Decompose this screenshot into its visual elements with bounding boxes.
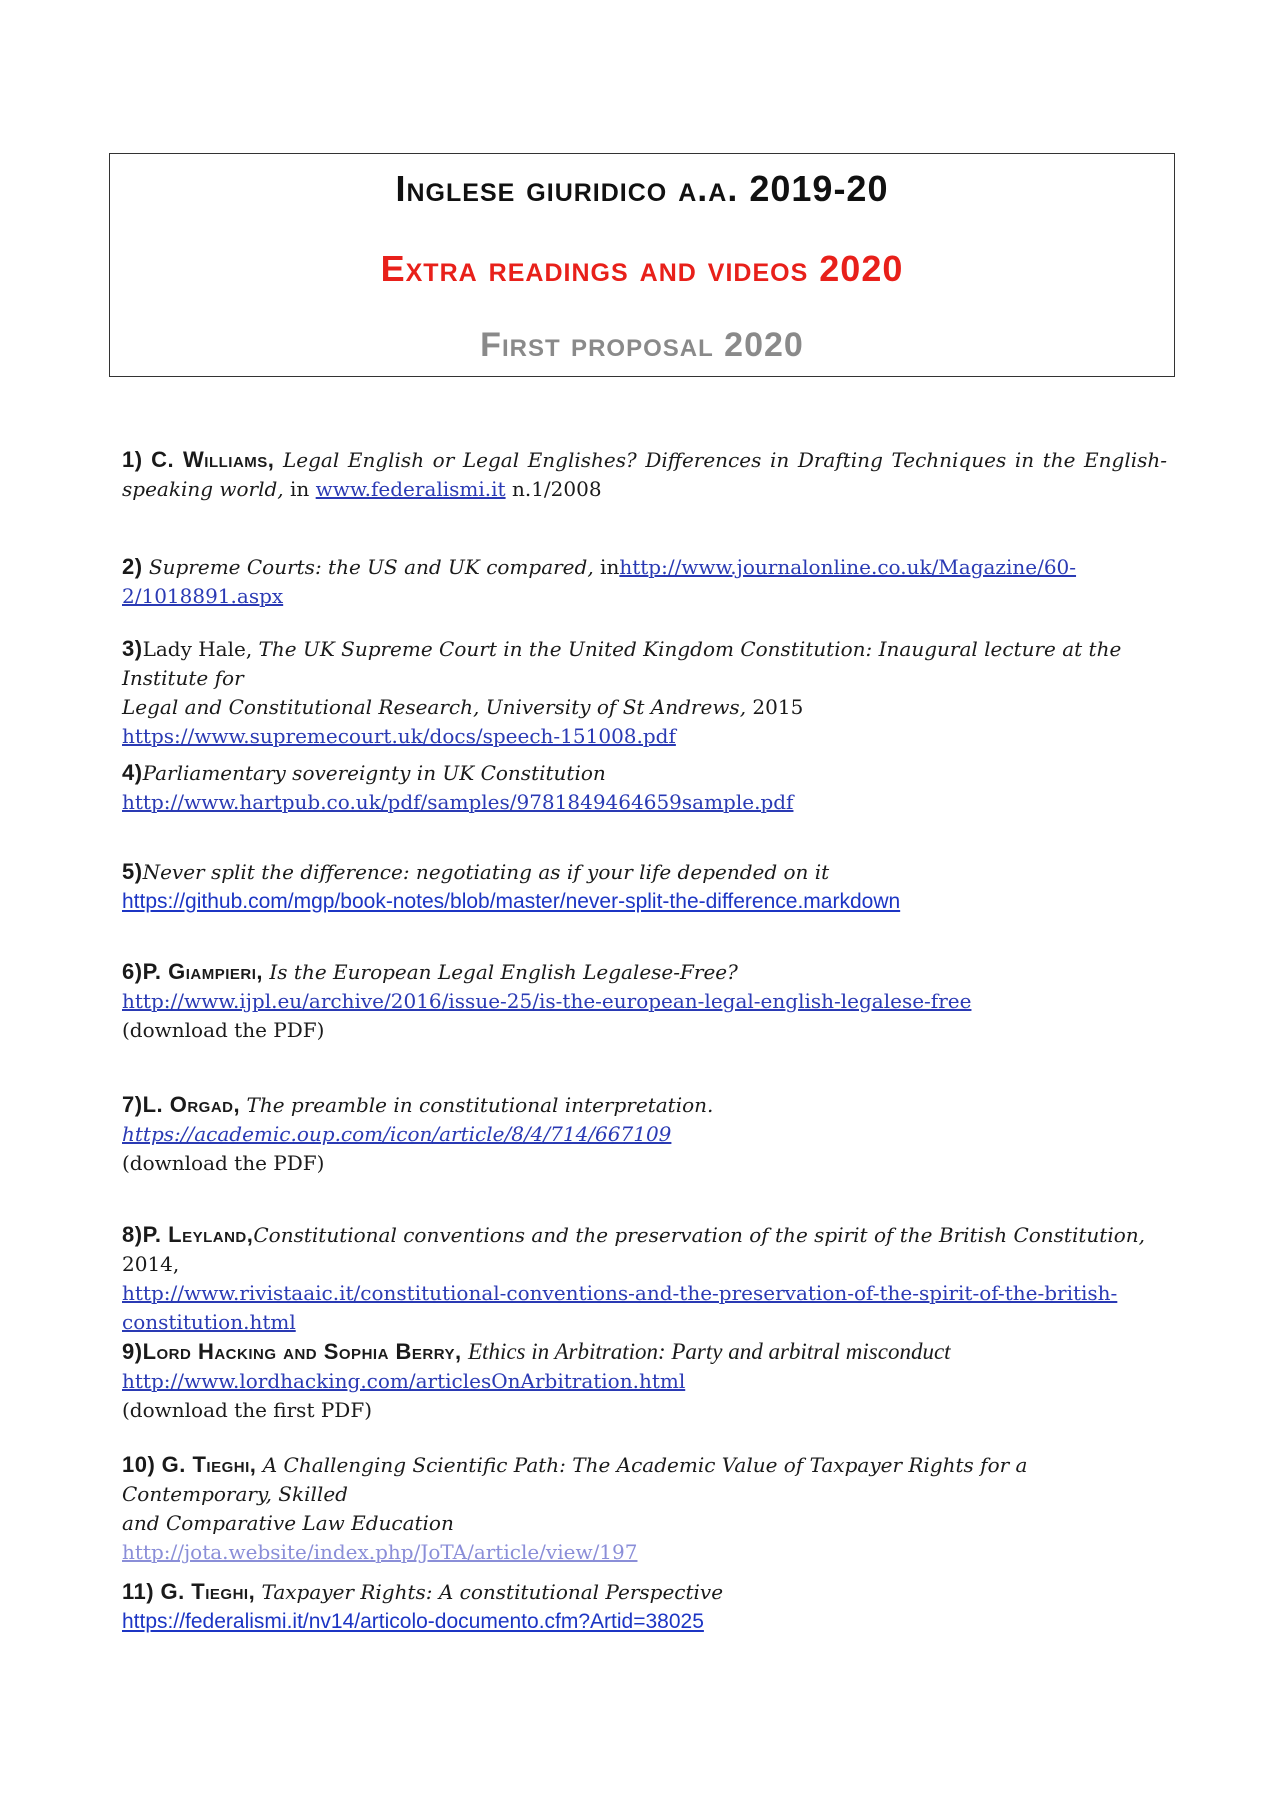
entry-author: P. Leyland, (142, 1222, 254, 1247)
entry-link[interactable]: https://academic.oup.com/icon/article/8/4/714/667109 (122, 1122, 672, 1146)
entry-note: (download the first PDF) (122, 1398, 373, 1422)
entry-link[interactable]: https://www.supremecourt.uk/docs/speech-151008.pdf (122, 724, 676, 748)
reading-entry-1 (122, 445, 1167, 504)
entry-title: Taxpayer Rights: A constitutional Perspective (261, 1580, 724, 1604)
reading-entry-7 (122, 1090, 1167, 1178)
entry-author: G. Tieghi, (161, 1452, 257, 1477)
entry-author: Lord Hacking and Sophia Berry, (142, 1339, 462, 1364)
entry-number: 7) (122, 1092, 143, 1117)
entry-link-continued[interactable]: 2/1018891.aspx (122, 584, 284, 608)
entry-number: 1) (122, 447, 143, 472)
entry-title: The UK Supreme Court in the United Kingdom Constitution: Inaugural lecture at the Institute for (122, 637, 1122, 690)
entry-number: 9) (122, 1339, 143, 1364)
entry-link[interactable]: http://www.journalonline.co.uk/Magazine/60- (619, 555, 1077, 579)
entry-title: Parliamentary sovereignty in UK Constitution (142, 761, 606, 785)
entry-link[interactable]: http://www.hartpub.co.uk/pdf/samples/9781849464659sample.pdf (122, 790, 794, 814)
entry-author: C. Williams, (151, 447, 275, 472)
entry-title-continued: and Comparative Law Education (122, 1511, 454, 1535)
entry-number: 4) (122, 760, 143, 785)
reading-entry-10 (122, 1450, 1167, 1567)
entry-author: G. Tieghi, (160, 1579, 256, 1604)
reading-entry-3 (122, 634, 1167, 751)
course-title: Inglese giuridico a.a. 2019-20 (395, 168, 889, 209)
entry-number: 11) (122, 1579, 155, 1604)
reading-entry-4 (122, 758, 1167, 817)
entry-number: 8) (122, 1222, 143, 1247)
entry-link[interactable]: https://github.com/mgp/book-notes/blob/master/never-split-the-difference.markdown (122, 890, 901, 913)
entry-link[interactable]: http://www.lordhacking.com/articlesOnArbitration.html (122, 1369, 686, 1393)
reading-entry-9 (122, 1337, 1167, 1425)
entry-prefix: in (290, 477, 310, 501)
proposal-title: First proposal 2020 (480, 326, 804, 364)
entry-title: Is the European Legal English Legalese-Free? (269, 960, 738, 984)
title-box (109, 153, 1175, 377)
entry-link[interactable]: http://www.rivistaaic.it/constitutional-conventions-and-the-preservation-of-the-spirit-of-the-british- (122, 1281, 1118, 1305)
entry-number: 3) (122, 636, 143, 661)
entry-year: 2015 (752, 695, 804, 719)
entry-link[interactable]: www.federalismi.it (315, 477, 506, 501)
entry-note: (download the PDF) (122, 1018, 325, 1042)
entry-number: 6) (122, 959, 143, 984)
entry-title: The preamble in constitutional interpretation. (246, 1093, 714, 1117)
entry-title: Constitutional conventions and the preservation of the spirit of the British Constitution, (253, 1223, 1145, 1247)
entry-prefix: in (600, 555, 620, 579)
entry-author: P. Giampieri, (142, 959, 264, 984)
entry-link[interactable]: https://federalismi.it/nv14/articolo-documento.cfm?Artid=38025 (122, 1610, 704, 1633)
entry-title: Supreme Courts: the US and UK compared, (148, 555, 594, 579)
entry-number: 5) (122, 859, 143, 884)
entry-title: Never split the difference: negotiating as if your life depended on it (142, 860, 830, 884)
entry-number: 2) (122, 554, 143, 579)
entry-title-continued: Legal and Constitutional Research, University of St Andrews, (122, 695, 747, 719)
entry-link[interactable]: http://www.ijpl.eu/archive/2016/issue-25/is-the-european-legal-english-legalese-free (122, 989, 972, 1013)
entry-author: Lady Hale, (142, 637, 253, 661)
reading-entry-6 (122, 957, 1167, 1045)
entry-title: Ethics in Arbitration: Party and arbitral misconduct (468, 1339, 951, 1364)
readings-title: Extra readings and videos 2020 (380, 248, 904, 289)
reading-entry-2 (122, 552, 1167, 611)
entry-link[interactable]: http://jota.website/index.php/JoTA/article/view/197 (122, 1540, 638, 1564)
reading-entry-11 (122, 1577, 1167, 1636)
entry-link-continued[interactable]: constitution.html (122, 1310, 296, 1334)
entry-title: A Challenging Scientific Path: The Academic Value of Taxpayer Rights for a Contemporary, Skilled (122, 1453, 1028, 1506)
entry-note: (download the PDF) (122, 1151, 325, 1175)
entry-title: Legal English or Legal Englishes? Differences in Drafting Techniques in the English-speaking world, (122, 448, 1168, 501)
entry-year: 2014, (122, 1252, 180, 1276)
entry-number: 10) (122, 1452, 156, 1477)
reading-entry-5 (122, 857, 1167, 916)
entry-issue: n.1/2008 (511, 477, 602, 501)
reading-entry-8 (122, 1220, 1167, 1337)
entry-author: L. Orgad, (142, 1092, 241, 1117)
